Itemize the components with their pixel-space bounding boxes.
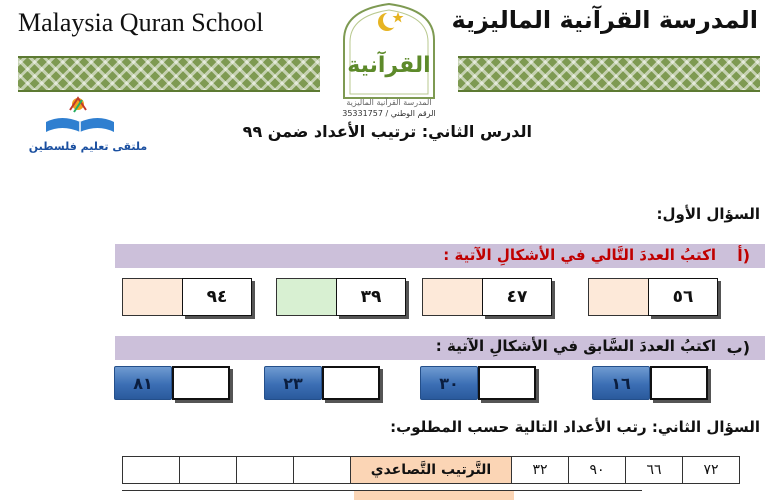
ordering-table	[122, 456, 740, 484]
previous-number-item	[114, 366, 236, 402]
table-cell-number: ٦٦	[626, 457, 683, 484]
ornament-band-left	[18, 56, 320, 92]
table-cell-answer[interactable]	[237, 457, 294, 484]
forum-book-logo-icon	[40, 92, 120, 140]
table-next-label-cell	[354, 491, 514, 500]
table-cell-number: ٧٢	[683, 457, 740, 484]
given-number: ٤٧	[482, 278, 552, 316]
next-number-item	[588, 278, 718, 316]
answer-box[interactable]	[422, 278, 488, 316]
answer-box[interactable]	[650, 366, 708, 400]
ornament-band-right	[458, 56, 760, 92]
given-number: ٥٦	[648, 278, 718, 316]
answer-box[interactable]	[122, 278, 188, 316]
question1-title: السؤال الأول:	[656, 205, 760, 223]
answer-box[interactable]	[172, 366, 230, 400]
school-emblem-icon	[330, 0, 448, 100]
table-cell-answer[interactable]	[180, 457, 237, 484]
answer-box[interactable]	[478, 366, 536, 400]
part-a-instruction: اكتبُ العددَ التَّالي في الأشكالِ الآتية :	[443, 246, 716, 264]
next-number-item	[422, 278, 552, 316]
emblem-national-number: الرقم الوطني / 35331757	[342, 109, 436, 118]
table-cell-number: ٣٢	[512, 457, 569, 484]
given-number: ٨١	[114, 366, 172, 400]
part-b-letter: ب)	[726, 338, 750, 357]
answer-box[interactable]	[276, 278, 342, 316]
table-row	[123, 457, 740, 484]
emblem-word: القرآنية	[347, 53, 431, 78]
answer-box[interactable]	[322, 366, 380, 400]
school-name-ar: المدرسة القرآنية الماليزية	[451, 6, 758, 34]
forum-label: ملتقى تعليم فلسطين	[28, 140, 148, 153]
table-cell-number: ٩٠	[569, 457, 626, 484]
lesson-title: الدرس الثاني: ترتيب الأعداد ضمن ٩٩	[242, 122, 532, 141]
part-b-instruction: اكتبُ العددَ السَّابق في الأشكالِ الآتية :	[435, 337, 716, 355]
question2-title: السؤال الثاني: رتب الأعداد التالية حسب المطلوب:	[390, 418, 760, 436]
table-cell-answer[interactable]	[294, 457, 351, 484]
table-cell-label: التَّرتيب التَّصاعدي	[351, 457, 512, 484]
part-a-letter: أ)	[737, 246, 750, 265]
given-number: ٣٠	[420, 366, 478, 400]
emblem-subtitle: المدرسة القرآنية الماليزية	[346, 98, 432, 107]
next-number-item	[276, 278, 406, 316]
given-number: ٩٤	[182, 278, 252, 316]
given-number: ٢٣	[264, 366, 322, 400]
answer-box[interactable]	[588, 278, 654, 316]
previous-number-item	[420, 366, 542, 402]
previous-number-item	[264, 366, 386, 402]
previous-number-item	[592, 366, 714, 402]
table-cell-answer[interactable]	[123, 457, 180, 484]
next-number-item	[122, 278, 252, 316]
school-name-en: Malaysia Quran School	[18, 8, 264, 37]
given-number: ١٦	[592, 366, 650, 400]
given-number: ٣٩	[336, 278, 406, 316]
